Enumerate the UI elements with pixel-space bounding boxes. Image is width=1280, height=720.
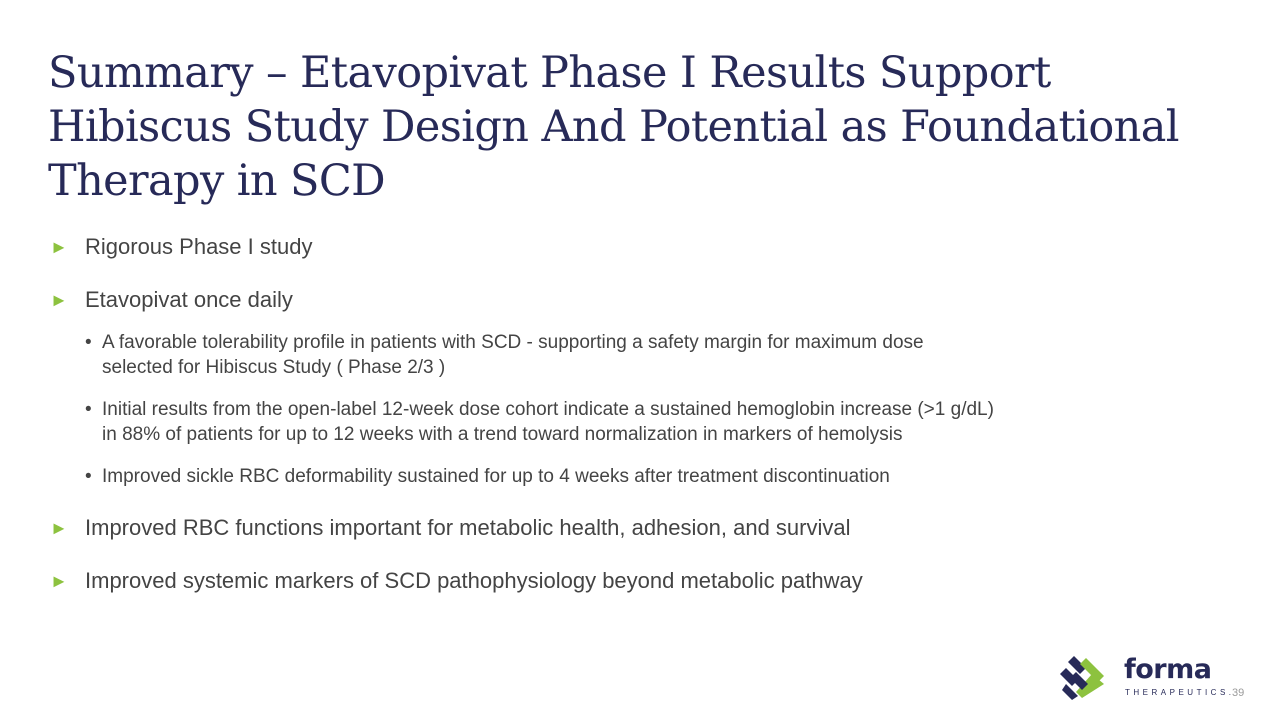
- sub-bullet-line: Improved sickle RBC deformability sustained for up to 4 weeks after treatment discontinuation: [102, 466, 890, 487]
- dot-bullet-icon: •: [85, 466, 92, 487]
- arrow-bullet-icon: ►: [50, 517, 68, 538]
- page-number: 39: [1232, 687, 1245, 699]
- bullet-item: [50, 285, 293, 315]
- sub-bullet-line: selected for Hibiscus Study ( Phase 2/3 ): [102, 357, 446, 378]
- bullet-text: Improved RBC functions important for metabolic health, adhesion, and survival: [85, 515, 851, 540]
- bullet-text: Etavopivat once daily: [85, 287, 293, 312]
- logo-tagline: THERAPEUTICS.: [1125, 688, 1235, 697]
- sub-bullet-line: in 88% of patients for up to 12 weeks with a trend toward normalization in markers of hemolysis: [102, 424, 903, 445]
- forma-logo-mark-icon: [1060, 654, 1110, 700]
- arrow-bullet-icon: ►: [50, 570, 68, 591]
- dot-bullet-icon: •: [85, 399, 92, 420]
- sub-bullet-line: Initial results from the open-label 12-week dose cohort indicate a sustained hemoglobin increase (>1 g/dL): [102, 399, 994, 420]
- sub-bullet-item: [85, 330, 924, 380]
- title-line: Summary – Etavopivat Phase I Results Support: [48, 48, 1051, 98]
- arrow-bullet-icon: ►: [50, 289, 68, 310]
- sub-bullet-item: [85, 397, 994, 447]
- dot-bullet-icon: •: [85, 332, 92, 353]
- sub-bullet-text: [102, 397, 994, 447]
- sub-bullet-text: [102, 464, 890, 489]
- sub-bullet-item: [85, 464, 890, 489]
- logo-wordmark: forma: [1124, 654, 1212, 685]
- sub-bullet-line: A favorable tolerability profile in patients with SCD - supporting a safety margin for maximum dose: [102, 332, 924, 353]
- company-logo: [1060, 654, 1235, 700]
- sub-bullet-text: [102, 330, 924, 380]
- slide-title: [48, 46, 1248, 208]
- bullet-item: [50, 566, 863, 596]
- title-line: Hibiscus Study Design And Potential as Foundational: [48, 102, 1179, 152]
- bullet-item: [50, 232, 312, 262]
- bullet-item: [50, 513, 851, 543]
- bullet-text: Improved systemic markers of SCD pathophysiology beyond metabolic pathway: [85, 568, 863, 593]
- arrow-bullet-icon: ►: [50, 236, 68, 257]
- bullet-text: Rigorous Phase I study: [85, 234, 313, 259]
- title-line: Therapy in SCD: [48, 156, 386, 206]
